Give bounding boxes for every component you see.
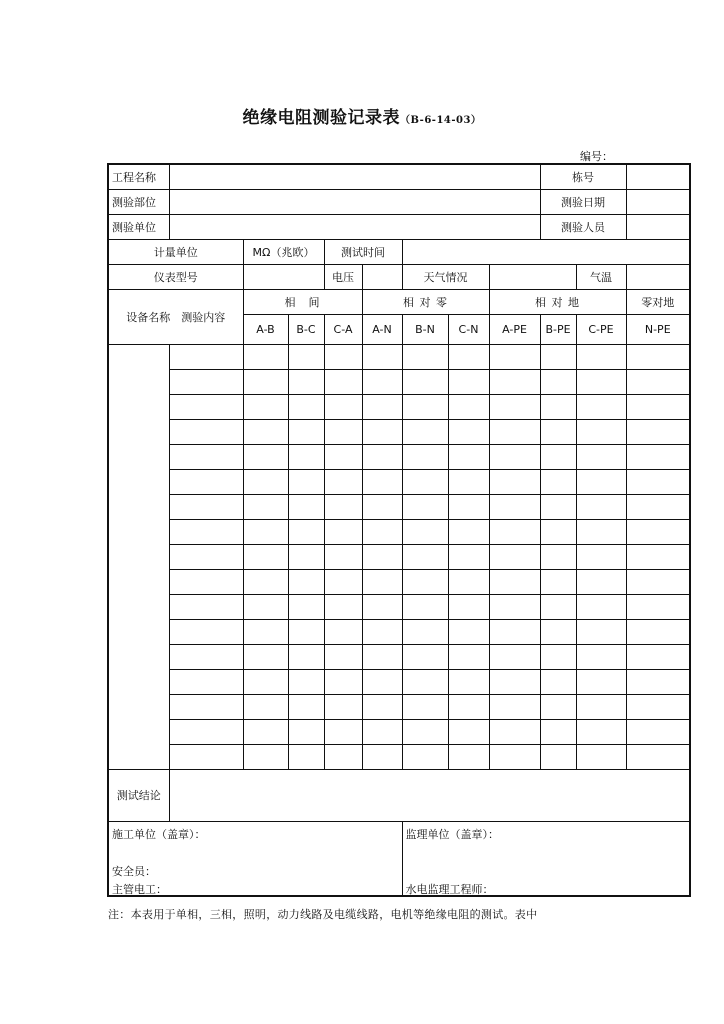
table-cell[interactable] (489, 670, 540, 695)
table-cell[interactable] (169, 495, 243, 520)
table-cell[interactable] (324, 395, 362, 420)
table-cell[interactable] (362, 420, 402, 445)
test-date-label: 测验日期 (540, 190, 626, 215)
table-cell[interactable] (169, 695, 243, 720)
table-row (108, 395, 690, 420)
table-cell[interactable] (243, 545, 288, 570)
table-cell[interactable] (489, 720, 540, 745)
table-cell[interactable] (448, 470, 489, 495)
table-cell[interactable] (540, 695, 576, 720)
table-cell[interactable] (448, 495, 489, 520)
table-cell[interactable] (169, 645, 243, 670)
info-row-measure (108, 240, 690, 265)
table-cell[interactable] (626, 720, 690, 745)
table-cell[interactable] (402, 720, 448, 745)
table-row (108, 470, 690, 495)
table-cell[interactable] (243, 445, 288, 470)
table-cell[interactable] (169, 545, 243, 570)
table-cell[interactable] (540, 570, 576, 595)
table-cell[interactable] (402, 495, 448, 520)
table-cell[interactable] (362, 545, 402, 570)
table-cell[interactable] (489, 645, 540, 670)
table-cell[interactable] (489, 395, 540, 420)
instrument-label: 仪表型号 (108, 265, 243, 290)
table-cell[interactable] (402, 370, 448, 395)
table-cell[interactable] (576, 620, 626, 645)
table-cell[interactable] (540, 720, 576, 745)
info-row-location (108, 190, 690, 215)
table-cell[interactable] (489, 695, 540, 720)
conclusion-field[interactable] (169, 770, 690, 822)
table-cell[interactable] (402, 345, 448, 370)
table-cell[interactable] (324, 745, 362, 770)
table-cell[interactable] (362, 620, 402, 645)
table-row (108, 345, 690, 370)
phase-to-phase-header: 相 间 (243, 290, 362, 315)
table-cell[interactable] (626, 695, 690, 720)
table-cell[interactable] (362, 445, 402, 470)
table-cell[interactable] (448, 595, 489, 620)
col-b-pe: B-PE (540, 315, 576, 345)
table-cell[interactable] (540, 395, 576, 420)
table-cell[interactable] (489, 470, 540, 495)
table-cell[interactable] (576, 595, 626, 620)
voltage-label: 电压 (324, 265, 362, 290)
table-cell[interactable] (288, 670, 324, 695)
table-cell[interactable] (402, 570, 448, 595)
construction-signature-cell[interactable] (108, 822, 402, 897)
table-cell[interactable] (576, 395, 626, 420)
table-cell[interactable] (243, 620, 288, 645)
table-cell[interactable] (576, 495, 626, 520)
test-date-field[interactable] (626, 190, 690, 215)
table-cell[interactable] (402, 745, 448, 770)
col-a-pe: A-PE (489, 315, 540, 345)
device-name-cell[interactable] (108, 345, 169, 770)
table-cell[interactable] (540, 670, 576, 695)
table-cell[interactable] (402, 645, 448, 670)
table-cell[interactable] (540, 370, 576, 395)
supervision-unit-label: 监理单位（盖章）： (405, 828, 499, 841)
table-cell[interactable] (402, 445, 448, 470)
table-row (108, 545, 690, 570)
construction-unit-label: 施工单位（盖章）： (112, 828, 206, 841)
table-cell[interactable] (540, 620, 576, 645)
device-content-header (108, 290, 243, 345)
test-location-label: 测验部位 (108, 190, 169, 215)
table-cell[interactable] (540, 470, 576, 495)
table-cell[interactable] (448, 395, 489, 420)
table-cell[interactable] (576, 720, 626, 745)
column-group-header (108, 290, 690, 315)
table-cell[interactable] (288, 745, 324, 770)
table-cell[interactable] (288, 620, 324, 645)
table-cell[interactable] (626, 420, 690, 445)
table-cell[interactable] (243, 395, 288, 420)
table-row (108, 495, 690, 520)
table-cell[interactable] (626, 345, 690, 370)
table-cell[interactable] (243, 370, 288, 395)
table-cell[interactable] (324, 695, 362, 720)
conclusion-label: 测试结论 (108, 770, 169, 822)
table-cell[interactable] (324, 570, 362, 595)
table-cell[interactable] (169, 720, 243, 745)
table-cell[interactable] (288, 545, 324, 570)
table-row (108, 695, 690, 720)
table-cell[interactable] (540, 595, 576, 620)
table-cell[interactable] (243, 420, 288, 445)
table-cell[interactable] (243, 670, 288, 695)
table-cell[interactable] (288, 395, 324, 420)
table-cell[interactable] (576, 445, 626, 470)
table-cell[interactable] (448, 545, 489, 570)
table-cell[interactable] (626, 470, 690, 495)
table-cell[interactable] (324, 670, 362, 695)
info-row-project (108, 164, 690, 190)
table-cell[interactable] (169, 620, 243, 645)
supervisor-engineer-label: 水电监理工程师： (405, 883, 494, 896)
measure-unit-value: MΩ（兆欧） (243, 240, 324, 265)
info-row-unit (108, 215, 690, 240)
table-cell[interactable] (448, 670, 489, 695)
test-content-header: 测验内容 (181, 311, 226, 324)
col-b-c: B-C (288, 315, 324, 345)
table-cell[interactable] (169, 395, 243, 420)
table-cell[interactable] (540, 495, 576, 520)
neutral-to-ground-header: 零对地 (626, 290, 690, 315)
table-cell[interactable] (626, 520, 690, 545)
table-cell[interactable] (243, 470, 288, 495)
table-cell[interactable] (288, 445, 324, 470)
table-cell[interactable] (243, 745, 288, 770)
table-cell[interactable] (626, 670, 690, 695)
table-cell[interactable] (169, 445, 243, 470)
tester-field[interactable] (626, 215, 690, 240)
table-cell[interactable] (540, 445, 576, 470)
table-cell[interactable] (324, 345, 362, 370)
table-cell[interactable] (489, 595, 540, 620)
table-cell[interactable] (243, 520, 288, 545)
table-cell[interactable] (448, 420, 489, 445)
table-cell[interactable] (540, 420, 576, 445)
table-cell[interactable] (362, 595, 402, 620)
temperature-field[interactable] (626, 265, 690, 290)
table-cell[interactable] (576, 470, 626, 495)
table-cell[interactable] (489, 345, 540, 370)
table-cell[interactable] (169, 345, 243, 370)
table-cell[interactable] (576, 520, 626, 545)
col-c-pe: C-PE (576, 315, 626, 345)
table-cell[interactable] (362, 670, 402, 695)
measure-unit-label: 计量单位 (108, 240, 243, 265)
table-cell[interactable] (626, 595, 690, 620)
table-row (108, 595, 690, 620)
form-code: （B-6-14-03） (400, 115, 482, 126)
table-cell[interactable] (402, 620, 448, 645)
table-cell[interactable] (402, 420, 448, 445)
table-cell[interactable] (576, 370, 626, 395)
test-record-form (107, 163, 691, 897)
table-cell[interactable] (243, 720, 288, 745)
table-cell[interactable] (362, 520, 402, 545)
signature-row (108, 822, 690, 897)
table-row (108, 420, 690, 445)
table-row (108, 620, 690, 645)
table-row (108, 745, 690, 770)
table-cell[interactable] (402, 470, 448, 495)
table-cell[interactable] (489, 545, 540, 570)
table-cell[interactable] (324, 595, 362, 620)
table-row (108, 370, 690, 395)
table-cell[interactable] (489, 420, 540, 445)
table-cell[interactable] (324, 445, 362, 470)
table-cell[interactable] (288, 720, 324, 745)
test-location-field[interactable] (169, 190, 540, 215)
table-cell[interactable] (448, 570, 489, 595)
table-cell[interactable] (626, 445, 690, 470)
supervision-signature-cell[interactable] (402, 822, 690, 897)
col-b-n: B-N (402, 315, 448, 345)
table-cell[interactable] (243, 695, 288, 720)
conclusion-row (108, 770, 690, 822)
test-unit-field[interactable] (169, 215, 540, 240)
test-unit-label: 测验单位 (108, 215, 169, 240)
table-cell[interactable] (324, 720, 362, 745)
table-cell[interactable] (324, 470, 362, 495)
table-cell[interactable] (576, 695, 626, 720)
table-cell[interactable] (362, 745, 402, 770)
table-cell[interactable] (576, 670, 626, 695)
weather-field[interactable] (489, 265, 576, 290)
table-cell[interactable] (243, 645, 288, 670)
table-cell[interactable] (324, 420, 362, 445)
table-cell[interactable] (448, 520, 489, 545)
table-cell[interactable] (626, 370, 690, 395)
table-cell[interactable] (324, 370, 362, 395)
table-cell[interactable] (324, 520, 362, 545)
table-cell[interactable] (448, 370, 489, 395)
table-cell[interactable] (324, 495, 362, 520)
col-a-b: A-B (243, 315, 288, 345)
table-cell[interactable] (626, 745, 690, 770)
project-name-label: 工程名称 (108, 164, 169, 190)
table-cell[interactable] (448, 720, 489, 745)
table-cell[interactable] (362, 720, 402, 745)
table-cell[interactable] (402, 670, 448, 695)
col-n-pe: N-PE (626, 315, 690, 345)
table-cell[interactable] (362, 370, 402, 395)
test-time-field[interactable] (402, 240, 690, 265)
table-cell[interactable] (448, 645, 489, 670)
table-cell[interactable] (169, 745, 243, 770)
table-cell[interactable] (489, 370, 540, 395)
table-cell[interactable] (489, 745, 540, 770)
table-cell[interactable] (489, 570, 540, 595)
table-cell[interactable] (448, 745, 489, 770)
table-cell[interactable] (169, 520, 243, 545)
table-cell[interactable] (288, 495, 324, 520)
device-name-header: 设备名称 (126, 311, 171, 324)
table-cell[interactable] (540, 345, 576, 370)
info-row-instrument (108, 265, 690, 290)
table-cell[interactable] (362, 645, 402, 670)
table-cell[interactable] (489, 495, 540, 520)
table-cell[interactable] (288, 470, 324, 495)
table-cell[interactable] (324, 545, 362, 570)
table-cell[interactable] (169, 570, 243, 595)
test-time-label: 测试时间 (324, 240, 402, 265)
table-cell[interactable] (288, 370, 324, 395)
table-cell[interactable] (448, 445, 489, 470)
table-cell[interactable] (362, 470, 402, 495)
table-cell[interactable] (540, 745, 576, 770)
table-cell[interactable] (576, 645, 626, 670)
table-cell[interactable] (576, 570, 626, 595)
table-cell[interactable] (288, 645, 324, 670)
table-cell[interactable] (489, 620, 540, 645)
table-row (108, 445, 690, 470)
table-cell[interactable] (169, 420, 243, 445)
table-cell[interactable] (362, 695, 402, 720)
table-cell[interactable] (626, 620, 690, 645)
table-row (108, 670, 690, 695)
page-title (0, 103, 724, 128)
table-cell[interactable] (169, 670, 243, 695)
table-cell[interactable] (402, 395, 448, 420)
tester-label: 测验人员 (540, 215, 626, 240)
table-cell[interactable] (402, 545, 448, 570)
table-cell[interactable] (402, 695, 448, 720)
footnote: 注：本表用于单相，三相，照明，动力线路及电缆线路，电机等绝缘电阻的测试。表中 (108, 908, 538, 921)
table-cell[interactable] (362, 395, 402, 420)
table-cell[interactable] (576, 345, 626, 370)
table-cell[interactable] (448, 695, 489, 720)
table-row (108, 645, 690, 670)
building-no-label: 栋号 (540, 164, 626, 190)
table-cell[interactable] (489, 520, 540, 545)
table-cell[interactable] (402, 520, 448, 545)
table-cell[interactable] (243, 495, 288, 520)
table-cell[interactable] (169, 370, 243, 395)
table-cell[interactable] (576, 545, 626, 570)
table-cell[interactable] (626, 495, 690, 520)
building-no-field[interactable] (626, 164, 690, 190)
table-cell[interactable] (540, 520, 576, 545)
chief-electrician-label: 主管电工： (112, 883, 167, 896)
table-cell[interactable] (243, 595, 288, 620)
instrument-field[interactable] (243, 265, 324, 290)
weather-label: 天气情况 (402, 265, 489, 290)
table-cell[interactable] (540, 545, 576, 570)
table-cell[interactable] (626, 645, 690, 670)
voltage-field[interactable] (362, 265, 402, 290)
col-a-n: A-N (362, 315, 402, 345)
safety-officer-label: 安全员： (112, 865, 156, 878)
table-cell[interactable] (288, 570, 324, 595)
table-cell[interactable] (489, 445, 540, 470)
table-row (108, 520, 690, 545)
phase-to-ground-header: 相 对 地 (489, 290, 626, 315)
title-text: 绝缘电阻测验记录表 (242, 108, 401, 128)
col-c-a: C-A (324, 315, 362, 345)
table-cell[interactable] (576, 420, 626, 445)
table-cell[interactable] (540, 645, 576, 670)
table-cell[interactable] (626, 545, 690, 570)
table-cell[interactable] (288, 345, 324, 370)
table-cell[interactable] (448, 620, 489, 645)
number-label: 编号： (580, 150, 613, 163)
phase-to-neutral-header: 相 对 零 (362, 290, 489, 315)
table-cell[interactable] (448, 345, 489, 370)
table-cell[interactable] (243, 345, 288, 370)
table-row (108, 570, 690, 595)
temperature-label: 气温 (576, 265, 626, 290)
table-row (108, 720, 690, 745)
project-name-field[interactable] (169, 164, 540, 190)
table-cell[interactable] (402, 595, 448, 620)
table-cell[interactable] (362, 345, 402, 370)
table-cell[interactable] (324, 620, 362, 645)
table-cell[interactable] (626, 570, 690, 595)
table-cell[interactable] (362, 495, 402, 520)
table-cell[interactable] (169, 470, 243, 495)
table-cell[interactable] (324, 645, 362, 670)
table-cell[interactable] (288, 695, 324, 720)
table-cell[interactable] (243, 570, 288, 595)
table-cell[interactable] (288, 420, 324, 445)
table-cell[interactable] (169, 595, 243, 620)
table-cell[interactable] (288, 520, 324, 545)
table-cell[interactable] (362, 570, 402, 595)
table-cell[interactable] (576, 745, 626, 770)
table-cell[interactable] (626, 395, 690, 420)
col-c-n: C-N (448, 315, 489, 345)
table-cell[interactable] (288, 595, 324, 620)
